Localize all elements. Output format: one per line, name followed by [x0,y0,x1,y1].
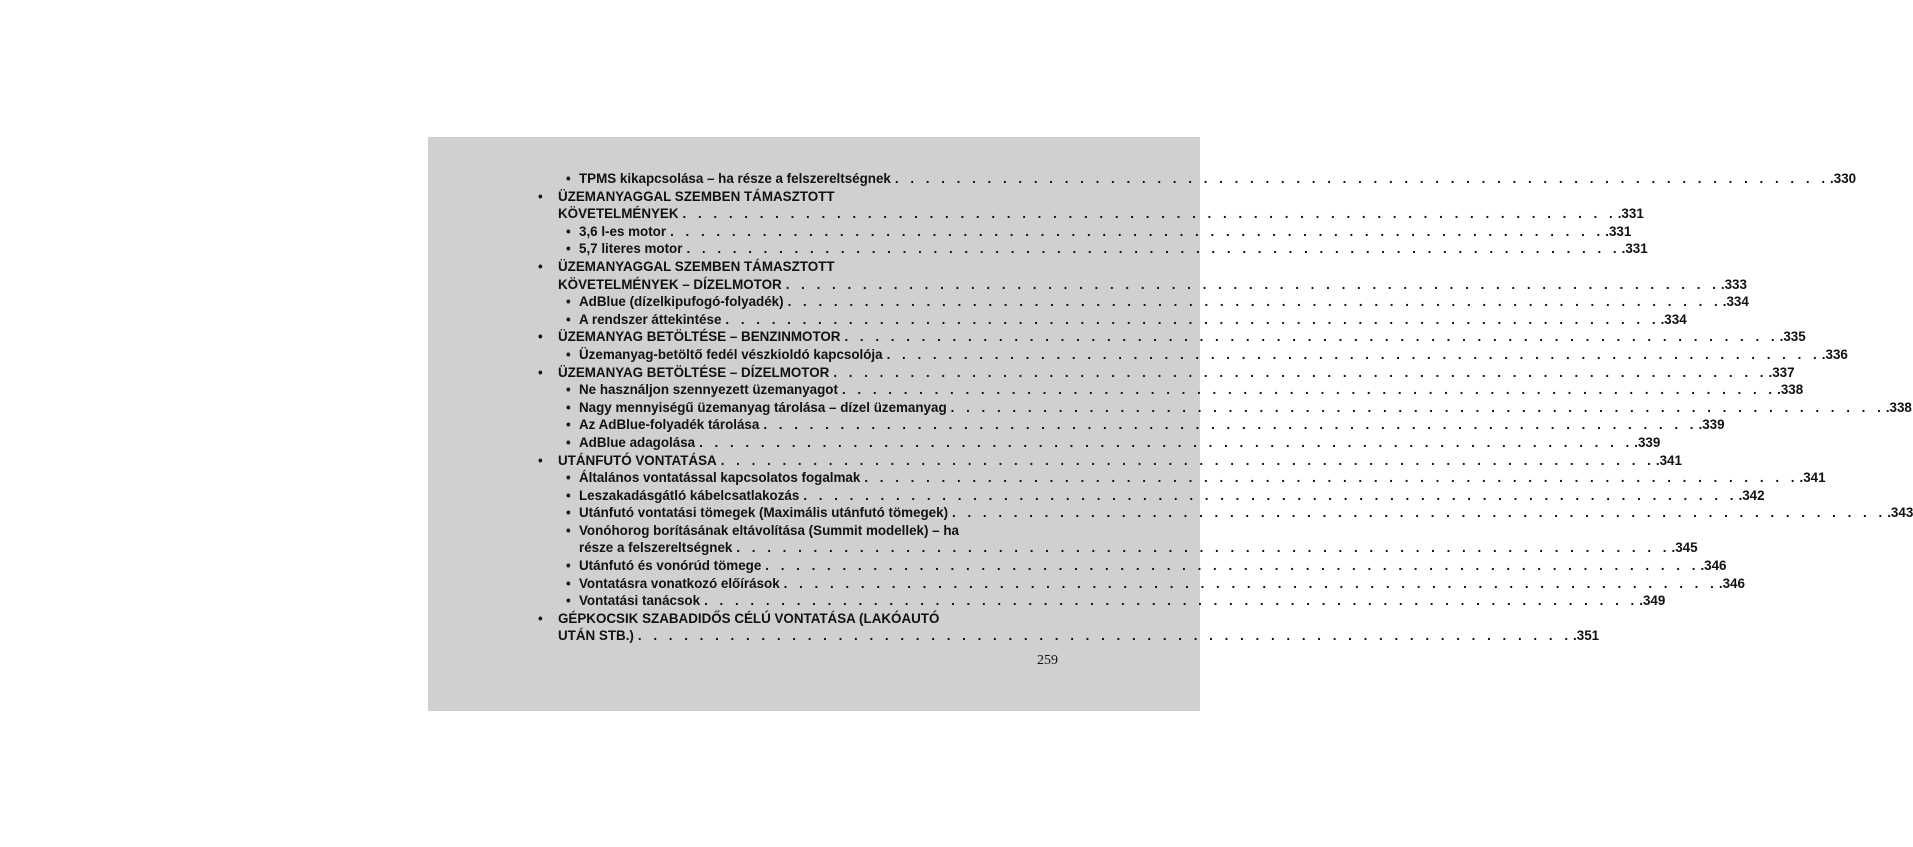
toc-page-ref: .351 [1573,628,1600,644]
toc-entry-title: 5,7 literes motor [579,241,683,257]
toc-entry-title: A rendszer áttekintése [579,311,722,327]
dot-leader: . . . . . . . . . . . . . . . . . . . . . . . . . . . . . . . . . . . . . . . . . . . . . . . . . . . . . . . . . . . . . [886,346,1821,362]
toc-line [530,592,1666,610]
bullet-icon: • [566,311,571,327]
dot-leader: . . . . . . . . . . . . . . . . . . . . . . . . . . . . . . . . . . . . . . . . . . . . . . . . . . . . . . . . . . . . . [720,452,1655,468]
toc-page-ref: .349 [1639,593,1666,609]
toc-entry-title: TPMS kikapcsolása – ha része a felszereltségnek [579,171,891,186]
toc-subsection[interactable] [530,522,1698,557]
toc-subsection[interactable] [530,399,1912,417]
dot-leader: . . . . . . . . . . . . . . . . . . . . . . . . . . . . . . . . . . . . . . . . . . . . . . . . . . . . . . . . . . . . . [785,276,1720,292]
toc-subsection[interactable] [530,416,1725,434]
toc-section[interactable] [530,364,1795,382]
toc-page-ref: .333 [1720,276,1747,292]
toc-section[interactable] [530,188,1644,223]
toc-line [530,539,1698,557]
toc-page-ref: .345 [1671,540,1698,556]
dot-leader: . . . . . . . . . . . . . . . . . . . . . . . . . . . . . . . . . . . . . . . . . . . . . . . . . . . . . . . . . . . . . [787,294,1722,310]
toc-page-ref: .334 [1660,311,1687,327]
toc-line [530,434,1661,452]
toc-page-ref: .338 [1777,382,1804,398]
toc-line [530,381,1804,399]
toc-entry-title: Az AdBlue-folyadék tárolása [579,417,760,433]
toc-page-ref: .341 [1655,452,1682,468]
toc-entry-title: Ne használjon szennyezett üzemanyagot [579,382,838,398]
toc-section[interactable] [530,452,1682,470]
toc-subsection[interactable] [530,487,1765,505]
toc-entry-title: AdBlue (dízelkipufogó-folyadék) [579,294,784,310]
dot-leader: . . . . . . . . . . . . . . . . . . . . . . . . . . . . . . . . . . . . . . . . . . . . . . . . . . . . . . . . . . . . . [682,206,1617,222]
bullet-icon: • [566,399,571,415]
toc-subsection[interactable] [530,504,1913,522]
toc-entry-title: 3,6 l-es motor [579,223,667,239]
dot-leader: . . . . . . . . . . . . . . . . . . . . . . . . . . . . . . . . . . . . . . . . . . . . . . . . . . . . . . . . . . . . . [864,470,1799,486]
toc-subsection[interactable] [530,434,1661,452]
toc-entry-title: Vontatásra vonatkozó előírások [579,575,780,591]
bullet-icon: • [566,470,571,486]
toc-page-ref: .346 [1700,558,1727,574]
bullet-icon: • [566,434,571,450]
toc-subsection[interactable] [530,311,1687,329]
toc-subsection[interactable] [530,223,1632,241]
bullet-icon: • [566,575,571,591]
toc-line [530,557,1727,575]
toc-entry-title: Utánfutó és vonórúd tömege [579,558,762,574]
dot-leader: . . . . . . . . . . . . . . . . . . . . . . . . . . . . . . . . . . . . . . . . . . . . . . . . . . . . . . . . . . . . . [736,540,1671,556]
toc-line [530,188,1060,206]
toc-line [530,610,1060,628]
toc-entry-title: része a felszereltségnek [579,540,733,556]
toc-entry-title: ÜZEMANYAGGAL SZEMBEN TÁMASZTOTT [558,258,835,274]
toc-entry-title: AdBlue adagolása [579,434,696,450]
toc-entry-title: Vonóhorog borításának eltávolítása (Summit modellek) – ha [579,522,959,538]
toc-subsection[interactable] [530,381,1804,399]
dot-leader: . . . . . . . . . . . . . . . . . . . . . . . . . . . . . . . . . . . . . . . . . . . . . . . . . . . . . . . . . . . . . [803,487,1738,503]
toc-entry-title: KÖVETELMÉNYEK [558,206,679,222]
toc-line [530,170,1857,188]
toc-subsection[interactable] [530,575,1745,593]
bullet-icon: • [566,294,571,310]
dot-leader: . . . . . . . . . . . . . . . . . . . . . . . . . . . . . . . . . . . . . . . . . . . . . . . . . . . . . . . . . . . . . [833,364,1768,380]
dot-leader: . . . . . . . . . . . . . . . . . . . . . . . . . . . . . . . . . . . . . . . . . . . . . . . . . . . . . . . . . . . . . [765,558,1700,574]
toc-line [530,416,1725,434]
toc-subsection[interactable] [530,240,1648,258]
toc-entry-title: ÜZEMANYAG BETÖLTÉSE – DÍZELMOTOR [558,364,830,380]
toc-entry-title: Nagy mennyiségű üzemanyag tárolása – dízel üzemanyag [579,399,947,415]
bullet-icon: • [538,364,543,380]
toc-entry-title: Utánfutó vontatási tömegek (Maximális utánfutó tömegek) [579,505,949,521]
toc-page-ref: .330 [1830,171,1857,186]
toc-line [530,364,1795,382]
toc-line [530,575,1745,593]
bullet-icon: • [538,329,543,345]
toc-subsection[interactable] [530,170,1857,188]
toc-entry-title: ÜZEMANYAG BETÖLTÉSE – BENZINMOTOR [558,329,841,345]
toc-line [530,223,1632,241]
toc-entry-title: UTÁN STB.) [558,628,634,644]
page-number: 259 [1037,653,1058,668]
toc-line [530,293,1749,311]
toc-page-ref: .337 [1768,364,1795,380]
toc-page-ref: .331 [1621,241,1648,257]
toc-section[interactable] [530,258,1747,293]
dot-leader: . . . . . . . . . . . . . . . . . . . . . . . . . . . . . . . . . . . . . . . . . . . . . . . . . . . . . . . . . . . . . [686,241,1621,257]
dot-leader: . . . . . . . . . . . . . . . . . . . . . . . . . . . . . . . . . . . . . . . . . . . . . . . . . . . . . . . . . . . . . [637,628,1573,644]
bullet-icon: • [566,382,571,398]
toc-entry-title: UTÁNFUTÓ VONTATÁSA [558,452,717,468]
dot-leader: . . . . . . . . . . . . . . . . . . . . . . . . . . . . . . . . . . . . . . . . . . . . . . . . . . . . . . . . . . . . . [841,382,1777,398]
toc-line [530,205,1644,223]
bullet-icon: • [566,558,571,574]
bullet-icon: • [566,223,571,239]
toc-page-ref: .336 [1821,346,1848,362]
toc-page-ref: .338 [1885,399,1912,415]
bullet-icon: • [566,593,571,609]
toc-page-ref: .339 [1698,417,1725,433]
toc-line [530,504,1913,522]
dot-leader: . . . . . . . . . . . . . . . . . . . . . . . . . . . . . . . . . . . . . . . . . . . . . . . . . . . . . . . . . . . . . [844,329,1779,345]
dot-leader: . . . . . . . . . . . . . . . . . . . . . . . . . . . . . . . . . . . . . . . . . . . . . . . . . . . . . . . . . . . . . [894,171,1830,186]
table-of-contents [530,170,1913,645]
bullet-icon: • [538,452,543,468]
bullet-icon: • [538,258,543,274]
bullet-icon: • [538,188,543,204]
toc-page-ref: .331 [1617,206,1644,222]
toc-page-ref: .335 [1779,329,1806,345]
bullet-icon: • [566,487,571,503]
toc-page-ref: .339 [1634,434,1661,450]
toc-page-ref: .346 [1718,575,1745,591]
toc-subsection[interactable] [530,557,1727,575]
dot-leader: . . . . . . . . . . . . . . . . . . . . . . . . . . . . . . . . . . . . . . . . . . . . . . . . . . . . . . . . . . . . . [699,434,1634,450]
toc-page-ref: .342 [1738,487,1765,503]
toc-line [530,487,1765,505]
toc-entry-title: ÜZEMANYAGGAL SZEMBEN TÁMASZTOTT [558,188,835,204]
dot-leader: . . . . . . . . . . . . . . . . . . . . . . . . . . . . . . . . . . . . . . . . . . . . . . . . . . . . . . . . . . . . . [670,223,1605,239]
toc-line [530,328,1806,346]
toc-section[interactable] [530,610,1600,645]
bullet-icon: • [566,522,571,538]
bullet-icon: • [538,610,543,626]
toc-entry-title: Üzemanyag-betöltő fedél vészkioldó kapcsolója [579,346,883,362]
toc-line [530,346,1848,364]
toc-section[interactable] [530,328,1806,346]
toc-subsection[interactable] [530,293,1749,311]
toc-entry-title: KÖVETELMÉNYEK – DÍZELMOTOR [558,276,782,292]
toc-line [530,258,1060,276]
bullet-icon: • [566,171,571,186]
bullet-icon: • [566,346,571,362]
toc-line [530,452,1682,470]
toc-subsection[interactable] [530,346,1848,364]
toc-line [530,627,1600,645]
dot-leader: . . . . . . . . . . . . . . . . . . . . . . . . . . . . . . . . . . . . . . . . . . . . . . . . . . . . . . . . . . . . . [783,575,1718,591]
toc-line [530,522,1060,540]
dot-leader: . . . . . . . . . . . . . . . . . . . . . . . . . . . . . . . . . . . . . . . . . . . . . . . . . . . . . . . . . . . . . [725,311,1660,327]
dot-leader: . . . . . . . . . . . . . . . . . . . . . . . . . . . . . . . . . . . . . . . . . . . . . . . . . . . . . . . . . . . . . [763,417,1698,433]
dot-leader: . . . . . . . . . . . . . . . . . . . . . . . . . . . . . . . . . . . . . . . . . . . . . . . . . . . . . . . . . . . . . [704,593,1639,609]
toc-line [530,311,1687,329]
toc-page-ref: .341 [1799,470,1826,486]
toc-page-ref: .343 [1887,505,1913,521]
dot-leader: . . . . . . . . . . . . . . . . . . . . . . . . . . . . . . . . . . . . . . . . . . . . . . . . . . . . . . . . . . . . . [950,399,1885,415]
dot-leader: . . . . . . . . . . . . . . . . . . . . . . . . . . . . . . . . . . . . . . . . . . . . . . . . . . . . . . . . . . . . . [952,505,1887,521]
toc-entry-title: GÉPKOCSIK SZABADIDŐS CÉLÚ VONTATÁSA (LAKÓAUTÓ [558,610,940,626]
toc-entry-title: Vontatási tanácsok [579,593,701,609]
toc-line [530,469,1826,487]
toc-page-ref: .331 [1605,223,1632,239]
toc-line [530,399,1912,417]
toc-entry-title: Általános vontatással kapcsolatos fogalmak [579,470,861,486]
toc-subsection[interactable] [530,469,1826,487]
toc-entry-title: Leszakadásgátló kábelcsatlakozás [579,487,800,503]
bullet-icon: • [566,417,571,433]
toc-subsection[interactable] [530,592,1666,610]
toc-line [530,240,1648,258]
toc-page-ref: .334 [1722,294,1749,310]
bullet-icon: • [566,505,571,521]
toc-line [530,276,1747,294]
bullet-icon: • [566,241,571,257]
